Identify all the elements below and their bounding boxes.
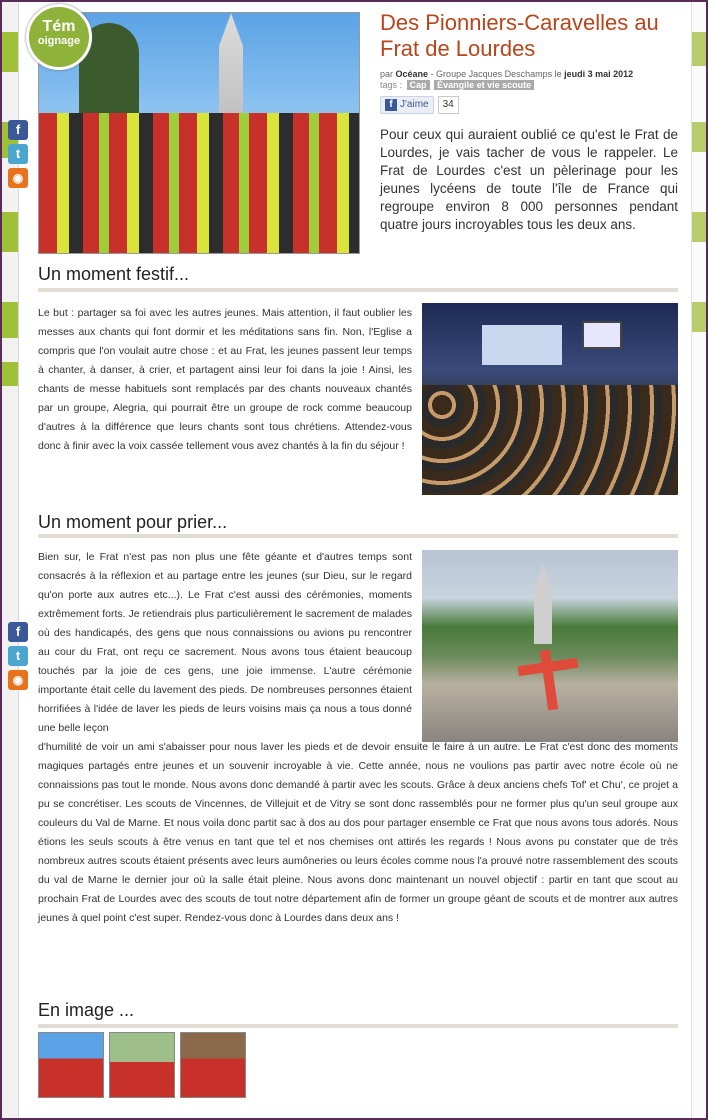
facebook-icon: f bbox=[385, 99, 397, 111]
gallery-thumb-2[interactable] bbox=[109, 1032, 175, 1098]
social-share-bottom bbox=[8, 622, 30, 694]
section-text-prier-full: d'humilité de voir un ami s'abaisser pour nous laver les pieds et de devoir ensuite le faire à un autre. Le Frat c'est donc des moments magiques partagés entre jeunes et un souvenir incroyable à vie. Cette année, nous ne voulions pas partir avec notre école où ne connaissions pas tout le monde. Nous avons donc demandé à partir avec les scouts. Grâce à deux anciens chefs Tof' et Chu', ce projet a pu se concrétiser. Les scouts de Vincennes, de Villejuit et de Vitry se sont donc rassemblés pour ne former plus qu'un seul groupe aux couleurs du Val de Marne. Et nous voila donc partit sac à dos au dos pour partager ensemble ce Frat que nous avons tous adorés. Nous étions les seuls scouts à être venus en tant que tel et nos chemises ont attirés les regards ! Nous avons pu constater que de très nombreux autres scouts étaient présents avec leurs aumôneries ou leurs écoles comme nous l'a prouvé notre rassemblement des scouts du val de Marne le dernier jour où la salle était pleine. Nous avons donc maintenant un nouvel objectif : partir en tant que scout au prochain Frat de Lourdes avec des scouts de tout notre département afin de former un groupe géant de scouts et de montrer aux autres jeunes à quel point c'est super. Rendez-vous donc à Lourdes dans deux ans ! bbox=[38, 741, 678, 924]
section-divider bbox=[38, 534, 678, 538]
like-button[interactable] bbox=[380, 96, 434, 114]
section-divider bbox=[38, 288, 678, 292]
facebook-like bbox=[380, 96, 459, 114]
facebook-icon[interactable]: f bbox=[8, 622, 28, 642]
tags-label: tags : bbox=[380, 80, 403, 90]
twitter-icon[interactable]: t bbox=[8, 646, 28, 666]
like-label: J'aime bbox=[400, 99, 429, 110]
temoignage-badge bbox=[26, 4, 92, 70]
byline-group: - Groupe Jacques Deschamps le bbox=[428, 69, 565, 79]
byline-prefix: par bbox=[380, 69, 394, 79]
rss-icon[interactable]: ◉ bbox=[8, 670, 28, 690]
section-title-festif: Un moment festif... bbox=[38, 264, 190, 284]
badge-line1: Tém bbox=[42, 18, 76, 35]
like-count: 34 bbox=[438, 96, 459, 114]
section-text-prier-wrap: Bien sur, le Frat n'est pas non plus une fête géante et d'autres temps sont consacrés à la réflexion et au partage entre les jeunes (sur Dieu, sur le regard qu'on porte aux autres etc...). Le Frat c'est aussi des cérémonies, moments extrêmement forts. Je retiendrais plus particulièrement le sacrement de malades où des handicapés, des gens que nous connaissions ou avions pu rencontrer au cour du Frat, ont reçu ce sacrement. Nous avons tous étaient beaucoup touchés par la joie de ces gens, une joie immense. L'autre cérémonie importante était celle du lavement des pieds. De nombreuses personnes étaient horrifiées à l'idée de laver les pieds de leurs voisins mais ça nous a tous donné une belle leçon bbox=[38, 551, 412, 734]
article-tags bbox=[380, 80, 534, 90]
article-title: Des Pionniers-Caravelles au Frat de Lourdes bbox=[380, 10, 659, 61]
article-intro: Pour ceux qui auraient oublié ce qu'est le Frat de Lourdes, je vais tacher de vous le rappeler. Le Frat de Lourdes c'est un pèlerinage pour les jeunes lycéens de toute l'île de France qui regroupe environ 8 000 personnes pendant quatre jours incroyables tous les deux ans. bbox=[380, 127, 678, 232]
rss-icon[interactable]: ◉ bbox=[8, 168, 28, 188]
tag-evangile[interactable]: Évangile et vie scoute bbox=[434, 80, 534, 90]
byline-date: jeudi 3 mai 2012 bbox=[564, 69, 634, 79]
article-byline bbox=[380, 68, 680, 80]
gallery-thumb-1[interactable] bbox=[38, 1032, 104, 1098]
section-title-image: En image ... bbox=[38, 1000, 135, 1020]
tag-cap[interactable]: Cap bbox=[407, 80, 430, 90]
photo-concert bbox=[422, 303, 678, 495]
section-title-prier: Un moment pour prier... bbox=[38, 512, 228, 532]
twitter-icon[interactable]: t bbox=[8, 144, 28, 164]
photo-sanctuary bbox=[422, 550, 678, 742]
facebook-icon[interactable]: f bbox=[8, 120, 28, 140]
social-share-top bbox=[8, 120, 30, 192]
byline-author[interactable]: Océane bbox=[395, 69, 429, 79]
right-scrollbar[interactable] bbox=[691, 2, 706, 1118]
section-text-festif: Le but : partager sa foi avec les autres jeunes. Mais attention, il faut oublier les messes aux chants qui font dormir et les méditations sans fin. Non, l'Eglise a compris que l'on voulait autre chose : et au Frat, les jeunes passent leur temps à chanter, à danser, à crier, et partagent ainsi leur foi dans la joie ! Ainsi, les chants de messe habituels sont remplacés par des chants nouveaux chantés par un groupe, Alegria, qui pourrait être un groupe de rock comme beaucoup d'autres à la différence que leurs chants sont tous chrétiens. Attendez-vous donc à finir avec la voix cassée tellement vous avez chantés à la fin du séjour ! bbox=[38, 307, 412, 452]
badge-line2: oignage bbox=[37, 35, 81, 47]
gallery-thumb-3[interactable] bbox=[180, 1032, 246, 1098]
section-divider bbox=[38, 1024, 678, 1028]
